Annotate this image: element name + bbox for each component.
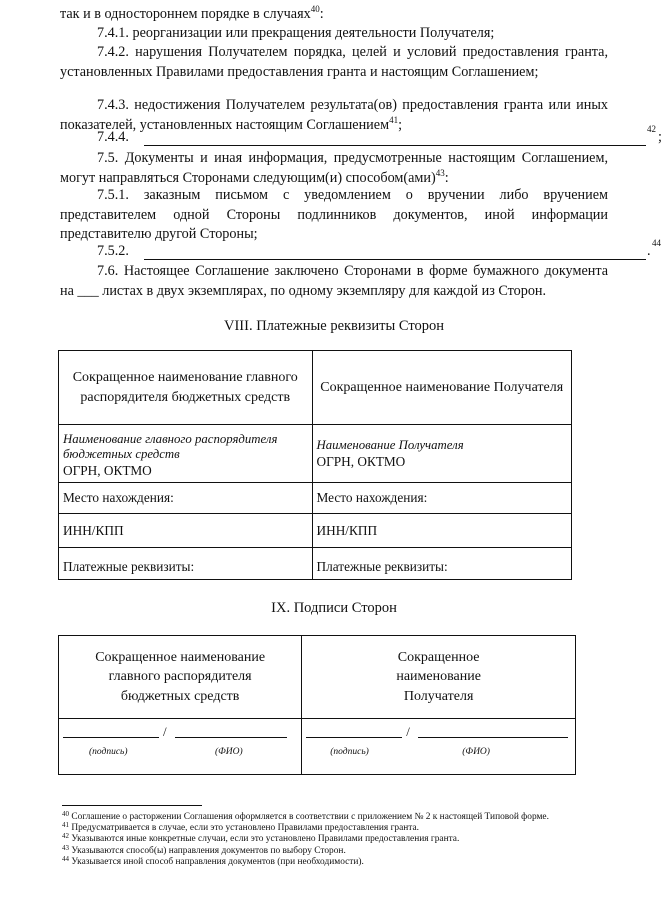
recipient-header: Сокращенное наименование Получателя [312, 351, 572, 425]
recipient-payment: Платежные реквизиты: [312, 548, 572, 580]
footnote-ref: 42 [647, 124, 656, 134]
paragraph-7-4-2: 7.4.2. нарушения Получателем порядка, целей и условий предоставления гранта, установленных Правилами предоставления гранта и настоящим Соглашением; [60, 44, 608, 80]
paragraph-7-5-1: 7.5.1. заказным письмом с уведомлением о вручении либо вручением представителем одной Стороны подлинников документов, иной информации представителю другой Стороны; [60, 187, 608, 242]
grantor-header: Сокращенное наименование главного распорядителя бюджетных средств [59, 351, 313, 425]
recipient-inn: ИНН/КПП [312, 514, 572, 548]
footnote: $^{40}$ Соглашение о расторжении Соглашения оформляется в соответствии с приложением № 2 к настоящей Типовой форме. [62, 810, 549, 822]
paragraph-7-5: 7.5. Документы и иная информация, предусмотренные настоящим Соглашением, могут направляться Сторонами следующим(и) способом(ами)$^{43}$: [60, 150, 608, 186]
signatures-table [58, 635, 576, 775]
paragraph-7-6: 7.6. Настоящее Соглашение заключено Сторонами в форме бумажного документа на ___ листах в двух экземплярах, по одному экземпляру для каждой из Сторон. [60, 263, 608, 299]
signature-line [63, 737, 159, 738]
clause-number: 7.4.4. [97, 129, 129, 145]
recipient-signature-cell [302, 719, 576, 775]
paragraph-7-4-3: 7.4.3. недостижения Получателем результата(ов) предоставления гранта или иных показателей, установленных настоящим Соглашением$^{41}$; [60, 97, 608, 133]
recipient-location: Место нахождения: [312, 483, 572, 514]
grantor-ogrn-label: ОГРН, ОКТМО [63, 463, 152, 478]
clause-end: . [647, 243, 651, 259]
grantor-signature-cell [59, 719, 302, 775]
recipient-name-cell [312, 425, 572, 483]
grantor-sign-header: Сокращенное наименование главного распорядителя бюджетных средств [59, 636, 302, 719]
payment-details-table [58, 350, 572, 580]
footnote: $^{44}$ Указывается иной способ направления документов (при необходимости). [62, 854, 364, 867]
section-8-title: VIII. Платежные реквизиты Сторон [224, 318, 444, 334]
clause-end: ; [658, 129, 662, 145]
paragraph-7-4-1: 7.4.1. реорганизации или прекращения деятельности Получателя; [97, 25, 495, 41]
footnote-ref: 40 [310, 4, 320, 14]
footnote: $^{43}$ Указываются способ(ы) направления документов по выбору Сторон. [62, 843, 346, 856]
paragraph-7-4-4 [60, 124, 662, 149]
name-caption: (ФИО) [462, 747, 490, 757]
footnote: $^{42}$ Указываются иные конкретные случаи, если это установлено Правилами предоставления гранта. [62, 832, 460, 845]
grantor-name-label: Наименование главного распорядителя бюджетных средств [63, 432, 278, 461]
clause-number: 7.5.2. [97, 243, 129, 259]
blank-line [144, 145, 646, 146]
recipient-name-label: Наименование Получателя [316, 438, 464, 452]
slash-separator: / [406, 724, 410, 739]
footnote-ref: 44 [652, 238, 661, 248]
footnote-ref: 43 [435, 167, 445, 178]
blank-line [144, 259, 646, 260]
paragraph-7-5-2 [60, 238, 661, 263]
slash-separator: / [163, 724, 167, 739]
name-line [175, 737, 287, 738]
signature-caption: (подпись) [89, 747, 128, 757]
name-caption: (ФИО) [215, 747, 243, 757]
signature-line [306, 737, 402, 738]
grantor-payment: Платежные реквизиты: [59, 548, 313, 580]
grantor-inn: ИНН/КПП [59, 514, 313, 548]
name-line [418, 737, 568, 738]
recipient-sign-header: Сокращенное наименование Получателя [302, 636, 576, 719]
footnote: $^{41}$ Предусматривается в случае, если это установлено Правилами предоставления гранта. [62, 821, 419, 834]
paragraph-continuation: так и в одностороннем порядке в случаях$^{40}$: [60, 4, 324, 22]
recipient-ogrn-label: ОГРН, ОКТМО [316, 454, 406, 469]
signature-caption: (подпись) [330, 747, 369, 757]
footnote-ref: 41 [389, 114, 399, 125]
footnote-separator [62, 805, 202, 806]
footnotes [62, 812, 622, 868]
grantor-name-cell [59, 425, 313, 483]
section-9-title: IX. Подписи Сторон [271, 600, 397, 616]
grantor-location: Место нахождения: [59, 483, 313, 514]
